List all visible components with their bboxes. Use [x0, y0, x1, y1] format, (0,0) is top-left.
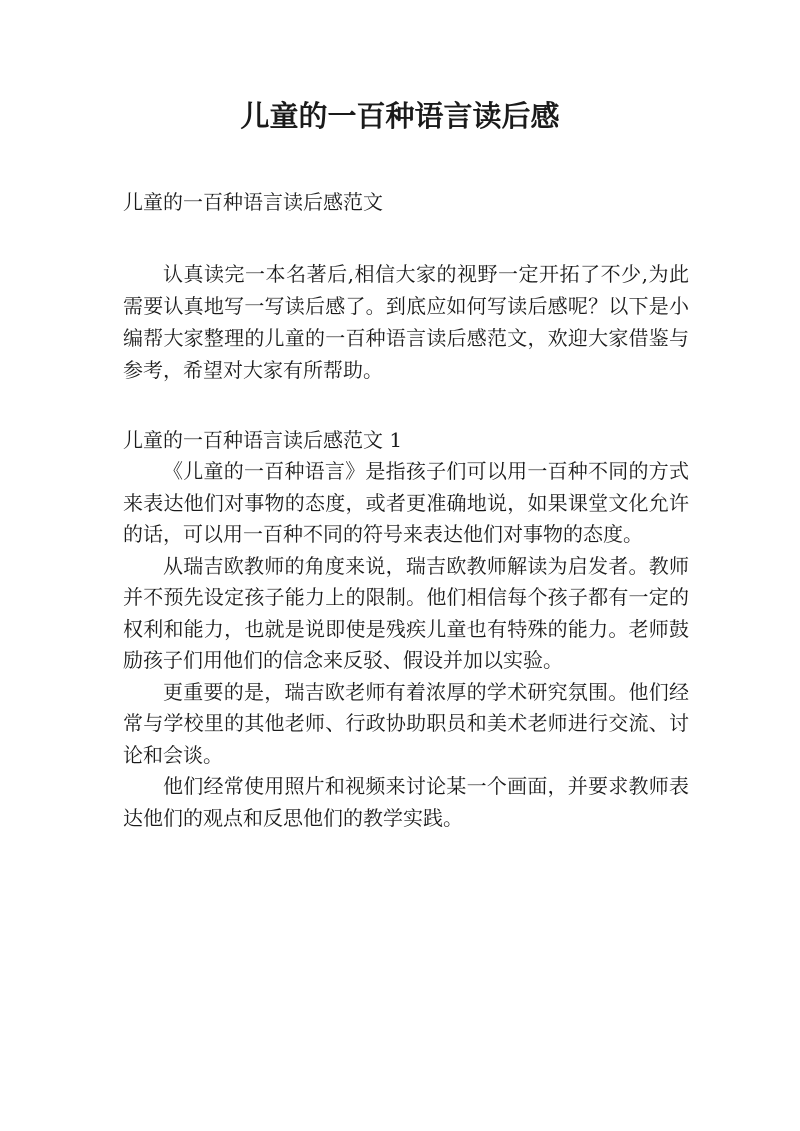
essay-paragraph: 更重要的是，瑞吉欧老师有着浓厚的学术研究氛围。他们经常与学校里的其他老师、行政协助职员和美术老师进行交流、讨论和会谈。 [123, 679, 689, 767]
essay-body [123, 456, 689, 834]
spacer [123, 386, 689, 424]
spacer [123, 218, 689, 258]
essay-paragraph: 他们经常使用照片和视频来讨论某一个画面，并要求教师表达他们的观点和反思他们的教学实践。 [123, 774, 689, 830]
document-body [123, 186, 689, 834]
document-title: 儿童的一百种语言读后感 [240, 99, 560, 133]
essay-paragraph: 从瑞吉欧教师的角度来说，瑞吉欧教师解读为启发者。教师并不预先设定孩子能力上的限制。他们相信每个孩子都有一定的权利和能力，也就是说即使是残疾儿童也有特殊的能力。老师鼓励孩子们用他们的信念来反驳、假设并加以实验。 [123, 553, 689, 672]
document-subtitle: 儿童的一百种语言读后感范文 [123, 190, 383, 214]
intro-paragraph: 认真读完一本名著后,相信大家的视野一定开拓了不少,为此需要认真地写一写读后感了。到底应如何写读后感呢？以下是小编帮大家整理的儿童的一百种语言读后感范文，欢迎大家借鉴与参考，希望对大家有所帮助。 [123, 262, 689, 382]
essay-paragraph: 《儿童的一百种语言》是指孩子们可以用一百种不同的方式来表达他们对事物的态度，或者更准确地说，如果课堂文化允许的话，可以用一百种不同的符号来表达他们对事物的态度。 [123, 459, 689, 546]
section-heading: 儿童的一百种语言读后感范文 1 [123, 428, 403, 452]
